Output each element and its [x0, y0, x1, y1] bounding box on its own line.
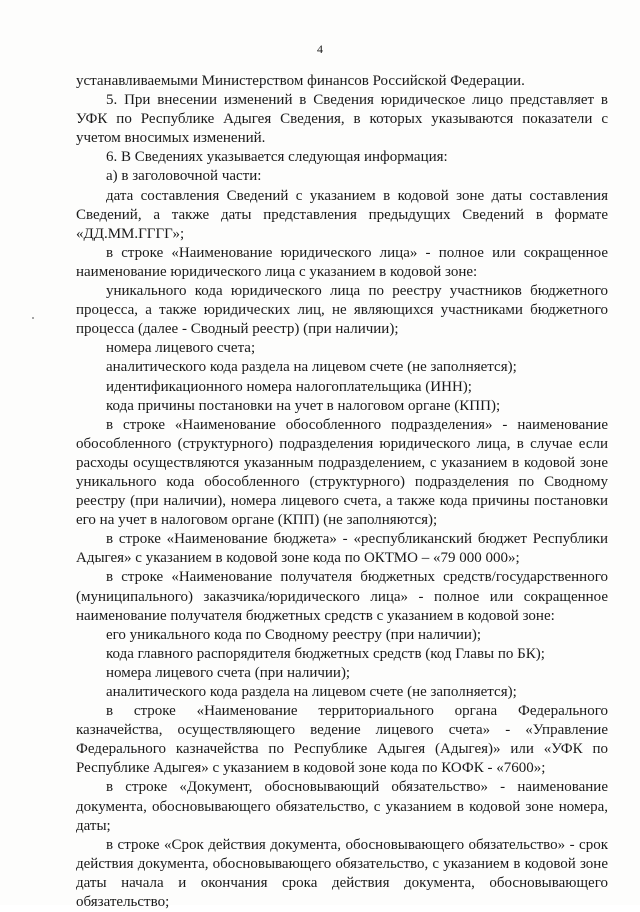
document-body [76, 72, 608, 912]
paragraph: в строке «Наименование юридического лица» - полное или сокращенное наименование юридического лица с указанием в кодовой зоне: [76, 244, 608, 280]
paragraph: в строке «Наименование обособленного подразделения» - наименование обособленного (структурного) подразделения юридического лица, в случае если расходы осуществляются указанным подразделением, с указанием в кодовой зоне уникального кода обособленного (структурного) подразделения по Сводному реестру (при наличии), номера лицевого счета, а также кода причины постановки его на учет в налоговом органе (КПП) (не заполняются); [76, 416, 608, 529]
paragraph: устанавливаемыми Министерством финансов Российской Федерации. [76, 73, 525, 89]
paragraph: в строке «Документ, обосновывающий обязательство» - наименование документа, обосновывающего обязательство, с указанием в кодовой зоне номера, даты; [76, 779, 608, 834]
paragraph: 6. В Сведениях указывается следующая информация: [106, 149, 448, 166]
scan-speck [32, 317, 34, 319]
paragraph: кода главного распорядителя бюджетных средств (код Главы по БК); [106, 645, 545, 662]
paragraph: в строке «Наименование получателя бюджетных средств/государственного (муниципального) заказчика/юридического лица» - полное или сокращенное наименование получателя бюджетных средств с указанием в кодовой зоне: [76, 569, 608, 624]
paragraph: дата составления Сведений с указанием в кодовой зоне даты составления Сведений, а также даты представления предыдущих Сведений в формате «ДД.ММ.ГГГГ»; [76, 187, 608, 242]
paragraph: в строке «Наименование территориального органа Федерального казначейства, осуществляющего ведение лицевого счета» - «Управление Федерального казначейства по Республике Адыгея (Адыгея)» или «УФК по Республике Адыгея» с указанием в кодовой зоне кода по КОФК - «7600»; [76, 703, 608, 777]
paragraph: номера лицевого счета (при наличии); [106, 664, 351, 681]
paragraph: в строке «Срок действия документа, обосновывающего обязательство» - срок действия документа, обосновывающего обязательство, с указанием в кодовой зоне даты начала и окончания срока действия документа, обосновывающего обязательство; [76, 836, 608, 911]
paragraph: в строке «Наименование бюджета» - «республиканский бюджет Республики Адыгея» с указанием в кодовой зоне кода по ОКТМО – «79 000 000»; [76, 531, 608, 567]
paragraph: а) в заголовочной части: [106, 168, 262, 185]
paragraph: 5. При внесении изменений в Сведения юридическое лицо представляет в УФК по Республике Адыгея Сведения, в которых указываются показатели с учетом вносимых изменений. [76, 92, 608, 147]
paragraph: аналитического кода раздела на лицевом счете (не заполняется); [106, 684, 517, 700]
paragraph: аналитического кода раздела на лицевом счете (не заполняется); [106, 359, 517, 376]
paragraph: уникального кода юридического лица по реестру участников бюджетного процесса, а также юридических лиц, не являющихся участниками бюджетного процесса (далее - Сводный реестр) (при наличии); [76, 283, 608, 338]
paragraph: идентификационного номера налогоплательщика (ИНН); [106, 378, 472, 395]
paragraph: кода причины постановки на учет в налоговом органе (КПП); [106, 397, 501, 414]
page-number: 4 [317, 42, 323, 56]
paragraph: его уникального кода по Сводному реестру (при наличии); [106, 626, 482, 643]
paragraph: номера лицевого счета; [106, 340, 256, 357]
